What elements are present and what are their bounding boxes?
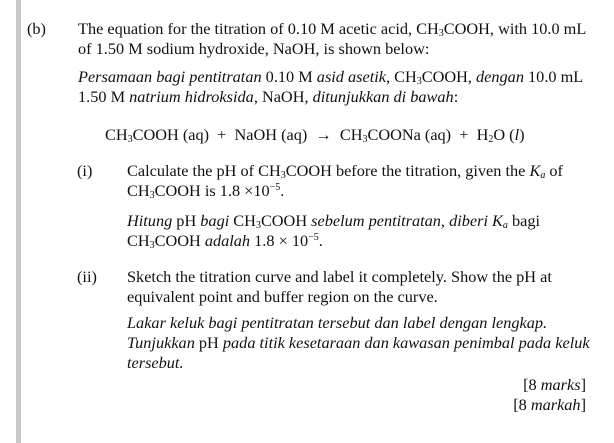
text-segment: 3	[149, 190, 155, 201]
text-segment: , NaOH,	[253, 87, 313, 106]
text-line-ii-en-2	[127, 288, 438, 305]
text-segment: natrium hidroksida	[129, 87, 254, 106]
text-segment: 3	[362, 134, 368, 145]
text-line-i-en-1	[127, 162, 563, 179]
page-margin-bar	[16, 0, 21, 443]
text-segment: asid asetik	[316, 67, 386, 86]
text-line-i-ms-1	[127, 212, 540, 229]
text-line-ii-en-1	[127, 268, 552, 285]
text-line-marks-en	[523, 376, 586, 393]
text-segment: Lakar keluk bagi pentitratan tersebut dan label dengan lengkap.	[127, 313, 548, 332]
text-segment: −5	[269, 182, 281, 193]
text-segment: dengan	[476, 67, 524, 86]
text-line-intro-ms-1	[78, 68, 583, 85]
text-segment: 2	[488, 134, 494, 145]
text-segment: 1.50 M	[78, 87, 130, 106]
text-segment: :	[453, 87, 459, 106]
text-segment: COOH is 1.8 ×10	[154, 181, 270, 200]
text-segment: .	[280, 181, 285, 200]
text-segment: equivalent point and buffer region on the curve.	[127, 287, 438, 306]
text-segment: The equation for the titration of 0.10 M acetic acid, CH	[78, 19, 439, 38]
text-line-i-ms-2	[127, 232, 323, 249]
text-line-marks-ms	[513, 396, 586, 413]
text-segment: CH	[229, 211, 256, 230]
text-segment: CH	[105, 125, 128, 144]
text-line-equation	[105, 126, 525, 143]
text-segment: 0.10 M	[261, 67, 317, 86]
text-segment: −5	[308, 232, 319, 243]
text-segment: .	[318, 231, 323, 250]
text-segment: Calculate the pH of CH	[127, 161, 281, 180]
text-line-ii-ms-3	[127, 354, 184, 371]
text-segment: of	[545, 161, 563, 180]
text-segment: 3	[149, 240, 155, 251]
text-segment: marks	[540, 375, 581, 394]
text-segment: ditunjukkan di bawah	[312, 87, 454, 106]
text-segment: COOH, with 10.0 mL	[443, 19, 587, 38]
text-segment: [8	[523, 375, 541, 394]
text-segment: [8	[513, 395, 531, 414]
text-segment: a	[540, 170, 546, 181]
text-segment: )	[519, 125, 525, 144]
text-segment: ]	[580, 395, 586, 414]
text-segment: K	[529, 161, 541, 180]
text-segment: COOH	[154, 231, 205, 250]
text-line-intro-ms-2	[78, 88, 458, 105]
text-line-i-en-2	[127, 182, 284, 199]
text-segment: 3	[416, 76, 422, 87]
text-segment: 1.8 × 10	[250, 231, 309, 250]
sub-question-ii-label: (ii)	[77, 267, 97, 286]
text-segment: pada titik kesetaraan dan kawasan penimbal pada keluk	[222, 333, 590, 352]
text-segment: O (	[493, 125, 515, 144]
sub-question-i-label: (i)	[77, 161, 93, 180]
text-segment: COOH before the titration, given the	[285, 161, 530, 180]
text-line-ii-ms-2	[127, 334, 590, 351]
text-segment: 3	[127, 134, 133, 145]
text-segment: 10.0 mL	[523, 67, 584, 86]
text-segment: tersebut.	[127, 353, 184, 372]
text-segment: adalah	[204, 231, 251, 250]
part-label: (b)	[27, 19, 46, 38]
text-segment: Hitung	[127, 211, 173, 230]
text-line-intro-en-1	[78, 20, 586, 37]
text-segment: a	[502, 220, 508, 231]
text-segment: of 1.50 M sodium hydroxide, NaOH, is shown below:	[78, 39, 430, 58]
text-segment: COOH,	[421, 67, 477, 86]
text-segment: bagi	[200, 211, 230, 230]
text-segment: 3	[255, 220, 261, 231]
text-segment: l	[514, 125, 520, 144]
text-segment: COOH	[260, 211, 312, 230]
text-segment: CH	[127, 181, 150, 200]
text-segment: pH	[194, 333, 223, 352]
text-segment: pH	[172, 211, 201, 230]
text-segment: Sketch the titration curve and label it completely. Show the pH at	[127, 267, 552, 286]
text-line-intro-en-2	[78, 40, 429, 57]
text-segment: sebelum pentitratan, diberi	[311, 211, 493, 230]
text-segment: , CH	[385, 67, 417, 86]
text-segment: ]	[580, 375, 586, 394]
text-segment: COONa (aq) + H	[367, 125, 489, 144]
text-segment: COOH (aq) + NaOH (aq) → CH	[132, 125, 363, 144]
text-segment: bagi	[507, 211, 541, 230]
text-segment: 3	[438, 28, 444, 39]
text-segment: markah	[530, 395, 581, 414]
text-segment: 3	[280, 170, 286, 181]
text-line-ii-ms-1	[127, 314, 547, 331]
text-segment: K	[492, 211, 503, 230]
text-segment: CH	[127, 231, 150, 250]
text-segment: Persamaan bagi pentitratan	[78, 67, 262, 86]
text-segment: Tunjukkan	[127, 333, 195, 352]
